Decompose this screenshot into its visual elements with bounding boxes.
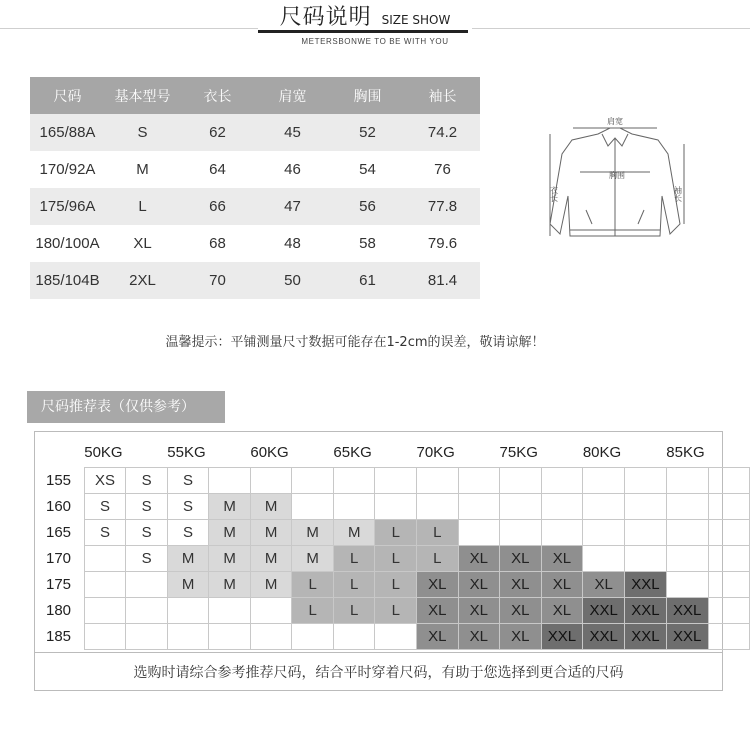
size-cell: XXL [583,624,625,650]
weight-label: 70KG [416,443,455,461]
size-cell [84,572,126,598]
weight-label: 85KG [666,443,705,461]
weight-label: 50KG [84,443,123,461]
size-cell: M [250,520,292,546]
size-cell: S [167,494,209,520]
size-cell: XL [458,598,500,624]
size-cell [333,624,375,650]
size-cell: XL [416,624,458,650]
size-cell [541,520,583,546]
size-cell: L [416,520,458,546]
brand-tagline: METERSBONWE TO BE WITH YOU [301,37,449,46]
size-cell: XXL [583,598,625,624]
measurement-notice: 温馨提示：平铺测量尺寸数据可能存在1-2cm的误差，敬请谅解！ [165,335,545,350]
title-english: SIZE SHOW [381,13,451,27]
size-cell: XL [416,598,458,624]
size-cell: M [209,572,251,598]
size-cell: XL [416,572,458,598]
header-basic-model: 基本型号 [105,77,180,114]
size-cell: XXL [625,624,667,650]
size-cell: XL [583,572,625,598]
size-cell: M [250,572,292,598]
table-cell: 74.2 [405,114,480,151]
size-cell: XXL [625,572,667,598]
size-cell: L [375,546,417,572]
size-cell [666,546,708,572]
header-chest: 胸围 [330,77,405,114]
header-sleeve: 袖长 [405,77,480,114]
size-cell: XL [541,572,583,598]
size-cell [209,598,251,624]
size-cell: M [209,546,251,572]
corner-blank [46,437,84,468]
height-row [46,572,750,598]
size-cell [416,494,458,520]
size-cell [292,624,334,650]
size-cell [666,494,708,520]
table-cell: 45 [255,114,330,151]
size-cell [500,468,542,494]
table-row [30,114,480,151]
size-cell [209,468,251,494]
header-size: 尺码 [30,77,105,114]
size-cell: XL [541,546,583,572]
size-cell: L [416,546,458,572]
table-cell: XL [133,235,152,252]
size-cell [625,494,667,520]
size-cell [625,546,667,572]
table-cell: 48 [284,235,301,252]
size-cell [625,468,667,494]
weight-label: 60KG [250,443,289,461]
height-label: 155 [46,472,72,489]
table-cell: S [105,114,180,151]
size-cell: L [375,598,417,624]
table-cell: 62 [180,114,255,151]
height-label: 180 [46,602,72,619]
height-label: 185 [46,628,72,645]
height-row [46,520,750,546]
size-cell [126,572,167,598]
table-row [30,262,480,299]
size-cell: M [209,520,251,546]
table-cell: 52 [330,114,405,151]
size-cell [375,468,417,494]
size-cell: L [375,520,417,546]
size-cell [583,546,625,572]
size-cell [708,572,749,598]
page-title [258,0,472,31]
size-cell [708,468,749,494]
table-cell: 81.4 [405,262,480,299]
size-cell [126,624,167,650]
recommendation-grid [46,437,750,650]
size-cell [416,468,458,494]
weight-header-row [46,437,750,468]
size-cell: M [209,494,251,520]
size-cell: S [167,520,209,546]
table-row [30,151,480,188]
size-cell [583,520,625,546]
size-cell [708,546,749,572]
weight-label: 55KG [167,443,206,461]
size-cell [292,494,334,520]
size-cell [541,494,583,520]
weight-label: 75KG [499,443,538,461]
size-cell [500,520,542,546]
size-cell [458,520,500,546]
size-cell: XS [84,468,126,494]
size-cell [625,520,667,546]
size-cell [250,598,292,624]
recommend-tab-label: 尺码推荐表（仅供参考） [27,391,225,423]
size-cell [666,520,708,546]
size-cell: M [333,520,375,546]
size-cell [84,624,126,650]
size-cell [84,598,126,624]
size-cell: S [167,468,209,494]
size-cell: XL [541,598,583,624]
size-cell [333,468,375,494]
table-cell: 2XL [105,262,180,299]
header-shoulder: 肩宽 [255,77,330,114]
size-cell [541,468,583,494]
left-pocket-icon [586,210,592,224]
size-cell [375,624,417,650]
table-cell: 68 [209,235,226,252]
size-cell [708,624,749,650]
size-cell: M [167,572,209,598]
height-row [46,624,750,650]
table-cell: 70 [180,262,255,299]
size-cell: M [250,494,292,520]
recommend-footer-note: 选购时请综合参考推荐尺码，结合平时穿着尺码，有助于您选择到更合适的尺码 [34,652,723,691]
size-cell: M [167,546,209,572]
height-label: 165 [46,524,72,541]
size-cell: XXL [625,598,667,624]
size-cell: S [84,520,126,546]
size-cell: L [292,572,334,598]
table-cell: 56 [330,188,405,225]
size-cell: L [375,572,417,598]
size-cell [250,624,292,650]
table-cell: L [105,188,180,225]
size-cell: XL [500,546,542,572]
table-cell: 77.8 [405,188,480,225]
size-cell: S [126,468,167,494]
size-cell: S [126,494,167,520]
weight-label: 80KG [582,443,622,461]
size-cell [458,468,500,494]
size-cell [167,598,209,624]
size-table-header-row [30,77,480,114]
size-cell: M [292,546,334,572]
table-cell: 170/92A [39,161,96,178]
title-chinese: 尺码说明 [279,5,372,30]
height-label: 160 [46,498,72,515]
header-length: 衣长 [180,77,255,114]
size-cell: XXL [666,624,708,650]
size-cell: M [292,520,334,546]
table-row [30,225,480,262]
size-cell [666,468,708,494]
size-cell: L [333,572,375,598]
height-label: 170 [46,550,72,567]
table-cell: 165/88A [30,114,105,151]
table-cell: 180/100A [35,235,100,252]
size-cell [84,546,126,572]
size-cell: L [292,598,334,624]
size-cell [666,572,708,598]
table-cell: 64 [209,161,226,178]
table-cell: 58 [359,235,376,252]
height-label: 175 [46,576,72,593]
size-cell [167,624,209,650]
title-underline [258,30,468,33]
label-shoulder: 肩宽 [607,117,623,126]
height-row [46,546,750,572]
table-row [30,188,480,225]
size-cell: XXL [541,624,583,650]
label-chest: 胸围 [609,171,625,180]
table-cell: 66 [180,188,255,225]
jacket-measurement-diagram [540,114,690,254]
size-cell [126,598,167,624]
size-cell [708,598,749,624]
table-cell: 47 [255,188,330,225]
size-cell: L [333,598,375,624]
size-cell: XL [458,572,500,598]
height-row [46,598,750,624]
label-length: 衣长 [549,186,559,202]
size-cell [292,468,334,494]
size-cell [250,468,292,494]
size-cell [333,494,375,520]
size-cell [500,494,542,520]
table-cell: M [136,161,149,178]
table-cell: 79.6 [427,235,458,252]
size-cell [458,494,500,520]
label-sleeve: 袖长 [673,186,683,202]
size-cell: M [250,546,292,572]
height-row [46,494,750,520]
table-cell: 76 [434,161,451,178]
table-cell: 54 [359,161,376,178]
size-cell: XL [458,546,500,572]
size-cell: XL [500,598,542,624]
table-cell: 46 [284,161,301,178]
table-cell: 50 [255,262,330,299]
size-cell: XXL [666,598,708,624]
size-cell: XL [500,572,542,598]
size-cell [375,494,417,520]
size-cell: XL [458,624,500,650]
size-cell: S [126,520,167,546]
size-cell: S [126,546,167,572]
size-cell: L [333,546,375,572]
size-cell [708,520,749,546]
table-cell: 61 [330,262,405,299]
weight-label: 65KG [333,443,372,461]
size-cell [583,494,625,520]
size-table [30,77,480,299]
size-cell [583,468,625,494]
height-row [46,468,750,494]
size-cell [708,494,749,520]
size-cell: S [84,494,126,520]
size-cell [209,624,251,650]
size-cell: XL [500,624,542,650]
table-cell: 185/104B [30,262,105,299]
right-pocket-icon [638,210,644,224]
table-cell: 175/96A [30,188,105,225]
